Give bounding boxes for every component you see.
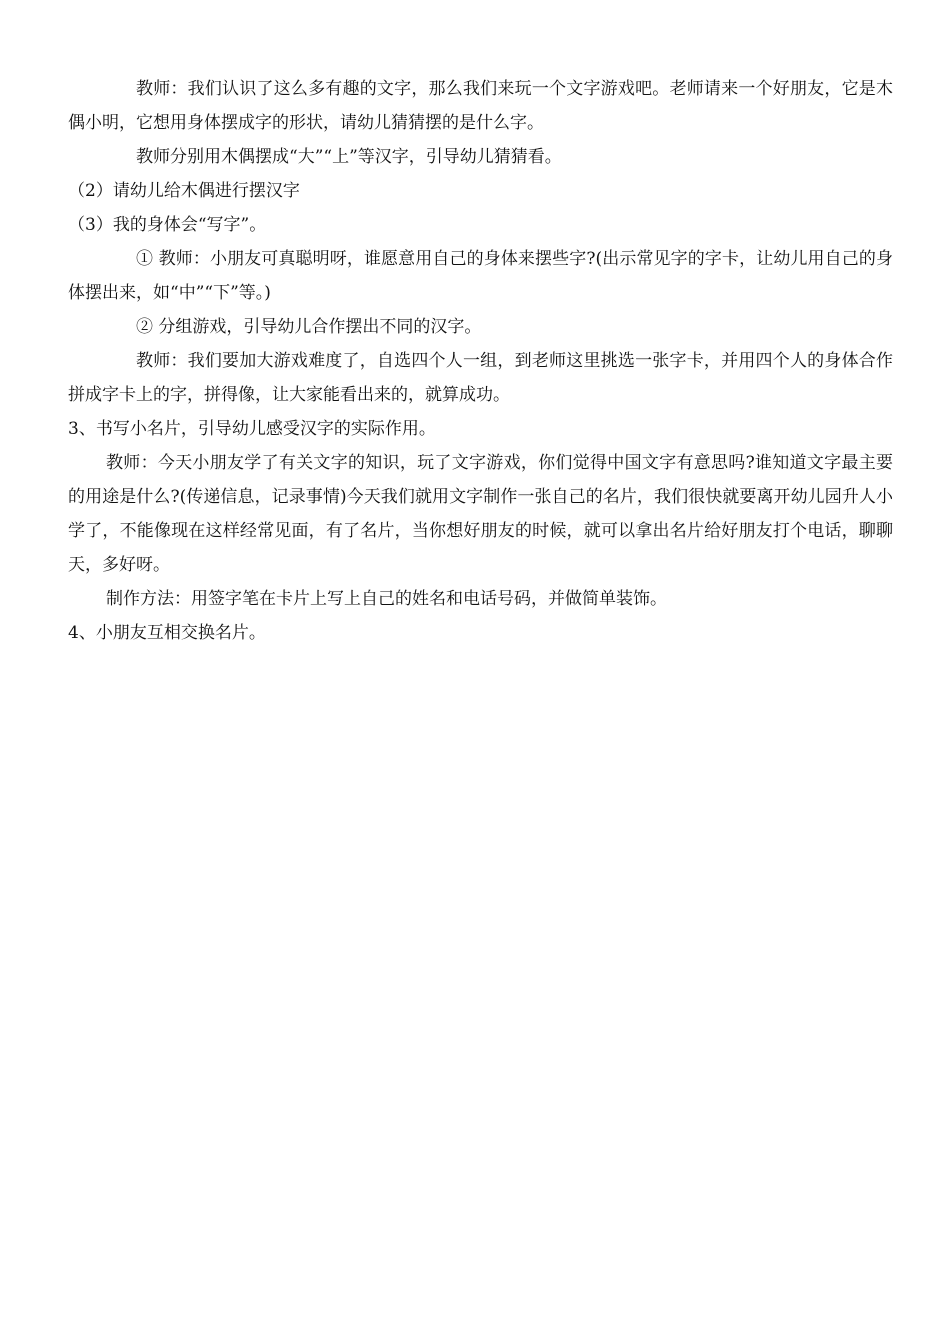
paragraph-making-method: 制作方法：用签字笔在卡片上写上自己的姓名和电话号码，并做简单装饰。: [106, 589, 667, 609]
paragraph-group-game: ② 分组游戏，引导幼儿合作摆出不同的汉字。: [136, 317, 482, 337]
paragraph-step-2: （2）请幼儿给木偶进行摆汉字: [68, 181, 300, 201]
paragraph-teacher-game-intro: 教师：我们认识了这么多有趣的文字，那么我们来玩一个文字游戏吧。老师请来一个好朋友，它是木偶小明，它想用身体摆成字的形状，请幼儿猜猜摆的是什么字。: [68, 79, 893, 133]
paragraph-section-4-heading: 4、小朋友互相交换名片。: [68, 623, 266, 643]
paragraph-step-3: （3）我的身体会“写字”。: [68, 215, 267, 235]
paragraph-body-writing: ① 教师：小朋友可真聪明呀，谁愿意用自己的身体来摆些字?(出示常见字的字卡，让幼儿用自己的身体摆出来，如“中”“下”等。): [68, 249, 893, 303]
document-body: [68, 72, 893, 650]
paragraph-name-card-intro: 教师：今天小朋友学了有关文字的知识，玩了文字游戏，你们觉得中国文字有意思吗?谁知道文字最主要的用途是什么?(传递信息，记录事情)今天我们就用文字制作一张自己的名片，我们很快就要离开幼儿园升人小学了，不能像现在这样经常见面，有了名片，当你想好朋友的时候，就可以拿出名片给好朋友打个电话，聊聊天，多好呀。: [68, 453, 893, 575]
paragraph-puppet-shapes: 教师分别用木偶摆成“大”“上”等汉字，引导幼儿猜猜看。: [136, 147, 562, 167]
paragraph-section-3-heading: 3、书写小名片，引导幼儿感受汉字的实际作用。: [68, 419, 436, 439]
paragraph-harder-game: 教师：我们要加大游戏难度了，自选四个人一组，到老师这里挑选一张字卡，并用四个人的身体合作拼成字卡上的字，拼得像，让大家能看出来的，就算成功。: [68, 351, 893, 405]
